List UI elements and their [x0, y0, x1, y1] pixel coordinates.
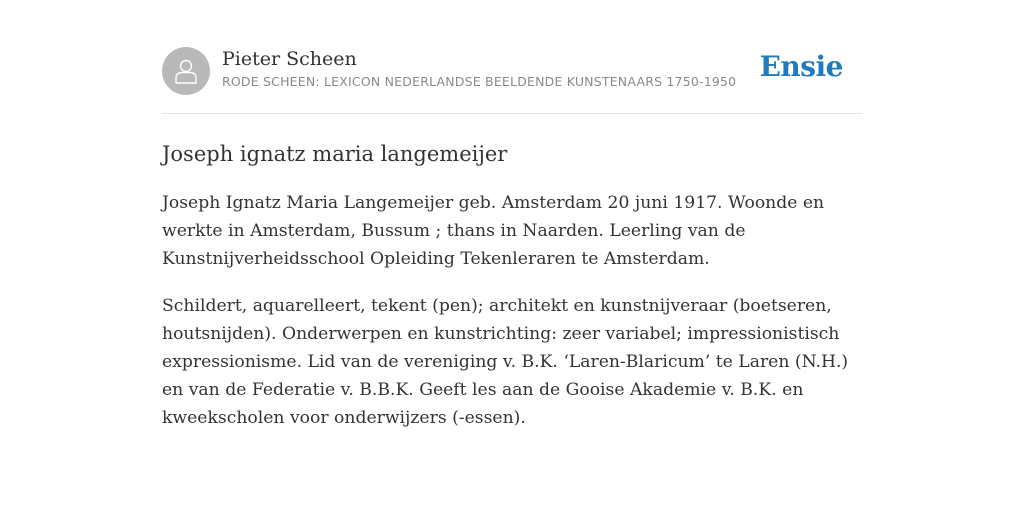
entry-card — [162, 44, 862, 451]
entry-header — [162, 44, 862, 114]
author-name[interactable]: Pieter Scheen — [222, 48, 357, 70]
entry-paragraph: Joseph Ignatz Maria Langemeijer geb. Amsterdam 20 juni 1917. Woonde en werkte in Amsterdam, Bussum ; thans in Naarden. Leerling van de Kunstnijverheidsschool Opleiding Tekenleraren te Amsterdam. — [162, 193, 825, 269]
entry-title: Joseph ignatz maria langemeijer — [162, 142, 508, 166]
user-silhouette-icon — [171, 56, 201, 86]
author-avatar[interactable] — [162, 47, 210, 95]
entry-body — [162, 189, 862, 432]
author-block — [222, 44, 736, 89]
ensie-logo[interactable]: Ensie — [759, 50, 843, 83]
entry-paragraph: Schildert, aquarelleert, tekent (pen); architekt en kunstnijveraar (boetseren, houtsnijden). Onderwerpen en kunstrichting: zeer variabel; impressionistisch expressionisme. Lid van de vereniging v. B.K. ‘Laren-Blaricum’ te Laren (N.H.) en van de Federatie v. B.B.K. Geeft les aan de Gooise Akademie v. B.K. en kweekscholen voor onderwijzers (-essen). — [162, 296, 849, 428]
source-title[interactable]: RODE SCHEEN: LEXICON NEDERLANDSE BEELDENDE KUNSTENAARS 1750-1950 — [222, 74, 737, 89]
